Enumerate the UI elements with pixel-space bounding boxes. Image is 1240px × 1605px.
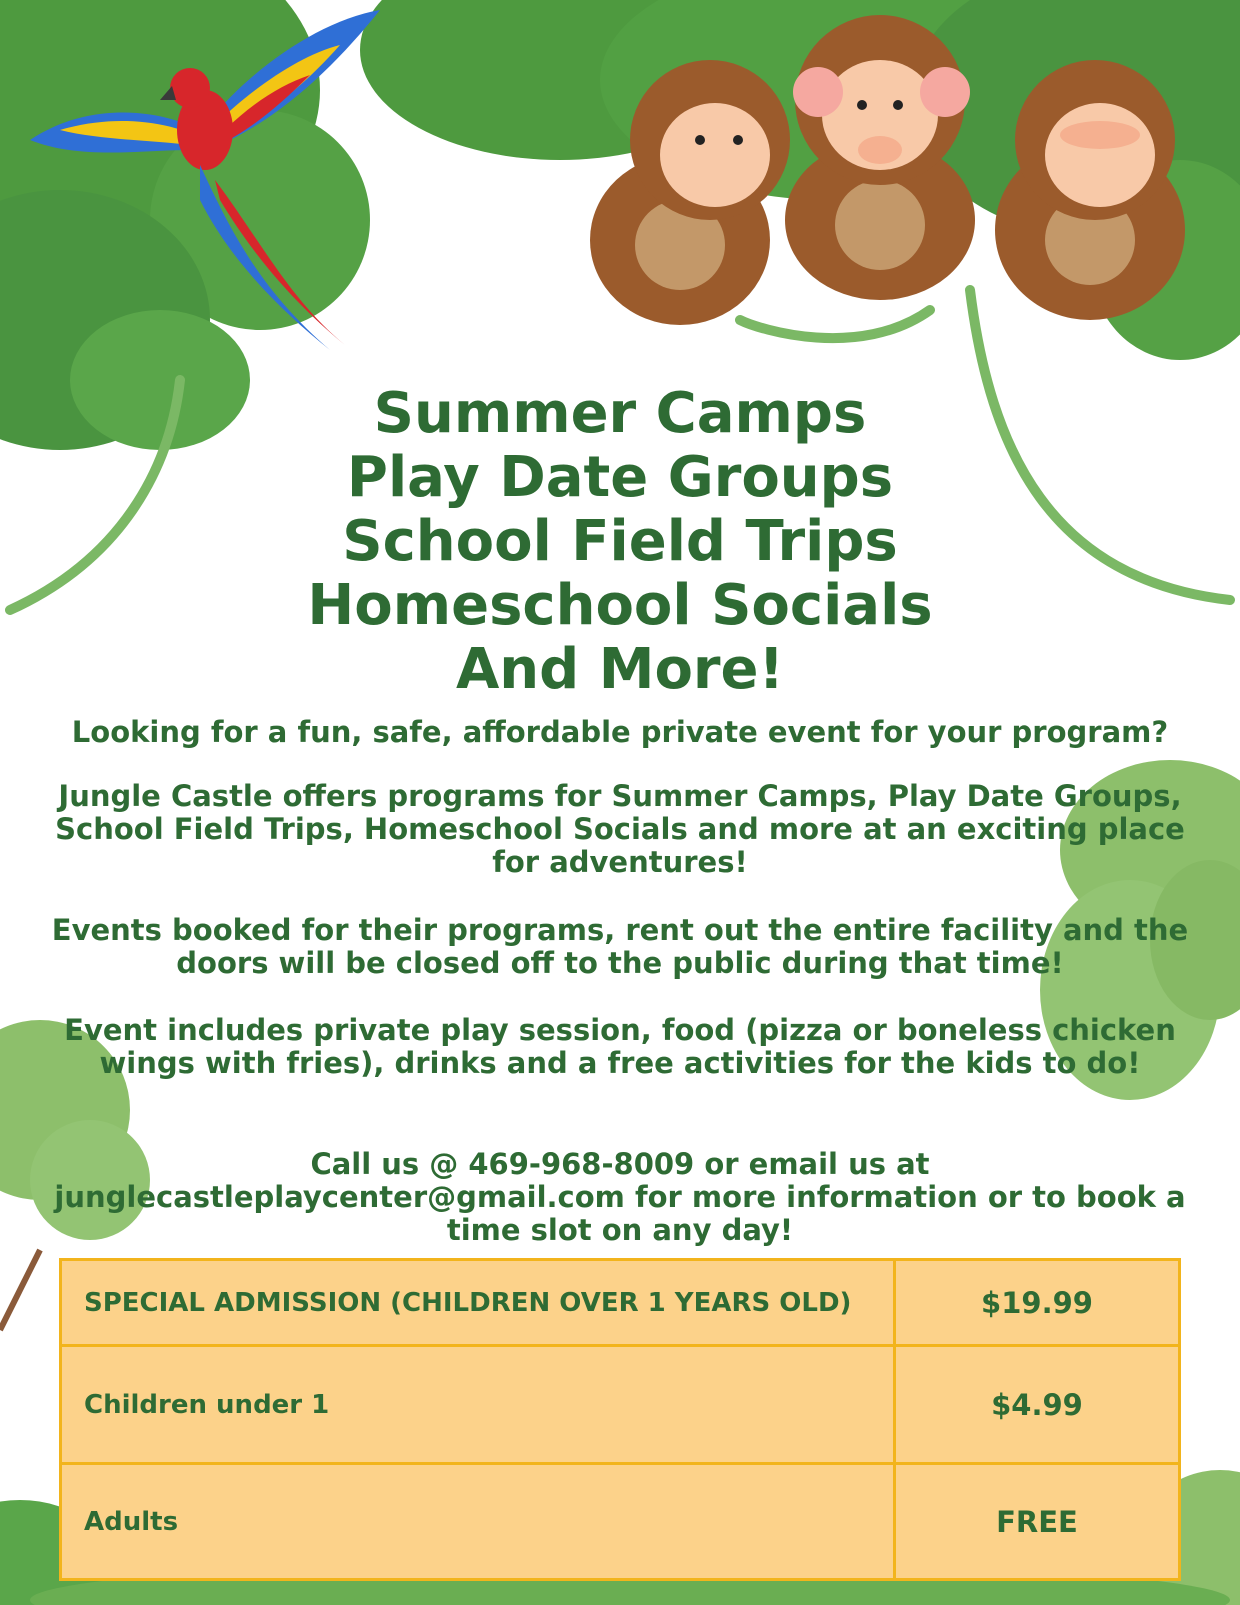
pricing-table xyxy=(59,1258,1181,1581)
headline xyxy=(0,382,1240,702)
headline-line: Homeschool Socials xyxy=(307,573,933,638)
private-facility-paragraph: Events booked for their programs, rent out the entire facility and the doors will be closed off to the public during that time! xyxy=(51,913,1189,980)
headline-line: Summer Camps xyxy=(373,381,867,446)
headline-line: Play Date Groups xyxy=(346,445,894,510)
admission-price: FREE xyxy=(895,1464,1180,1580)
contact-paragraph: Call us @ 469-968-8009 or email us at junglecastleplaycenter@gmail.com for more information or to book a time slot on any day! xyxy=(54,1147,1186,1247)
admission-label: Children under 1 xyxy=(61,1346,895,1464)
table-row xyxy=(61,1346,1180,1464)
admission-label: Adults xyxy=(61,1464,895,1580)
intro-question: Looking for a fun, safe, affordable private event for your program? xyxy=(71,715,1169,749)
headline-line: School Field Trips xyxy=(342,509,898,574)
event-includes-paragraph: Event includes private play session, food (pizza or boneless chicken wings with fries), drinks and a free activities for the kids to do! xyxy=(64,1013,1176,1080)
admission-price: $19.99 xyxy=(895,1260,1180,1346)
admission-label: SPECIAL ADMISSION (CHILDREN OVER 1 YEARS OLD) xyxy=(61,1260,895,1346)
programs-paragraph: Jungle Castle offers programs for Summer Camps, Play Date Groups, School Field Trips, Homeschool Socials and more at an exciting place for adventures! xyxy=(55,779,1185,879)
headline-line: And More! xyxy=(455,637,785,702)
admission-price: $4.99 xyxy=(895,1346,1180,1464)
table-row xyxy=(61,1464,1180,1580)
table-row xyxy=(61,1260,1180,1346)
